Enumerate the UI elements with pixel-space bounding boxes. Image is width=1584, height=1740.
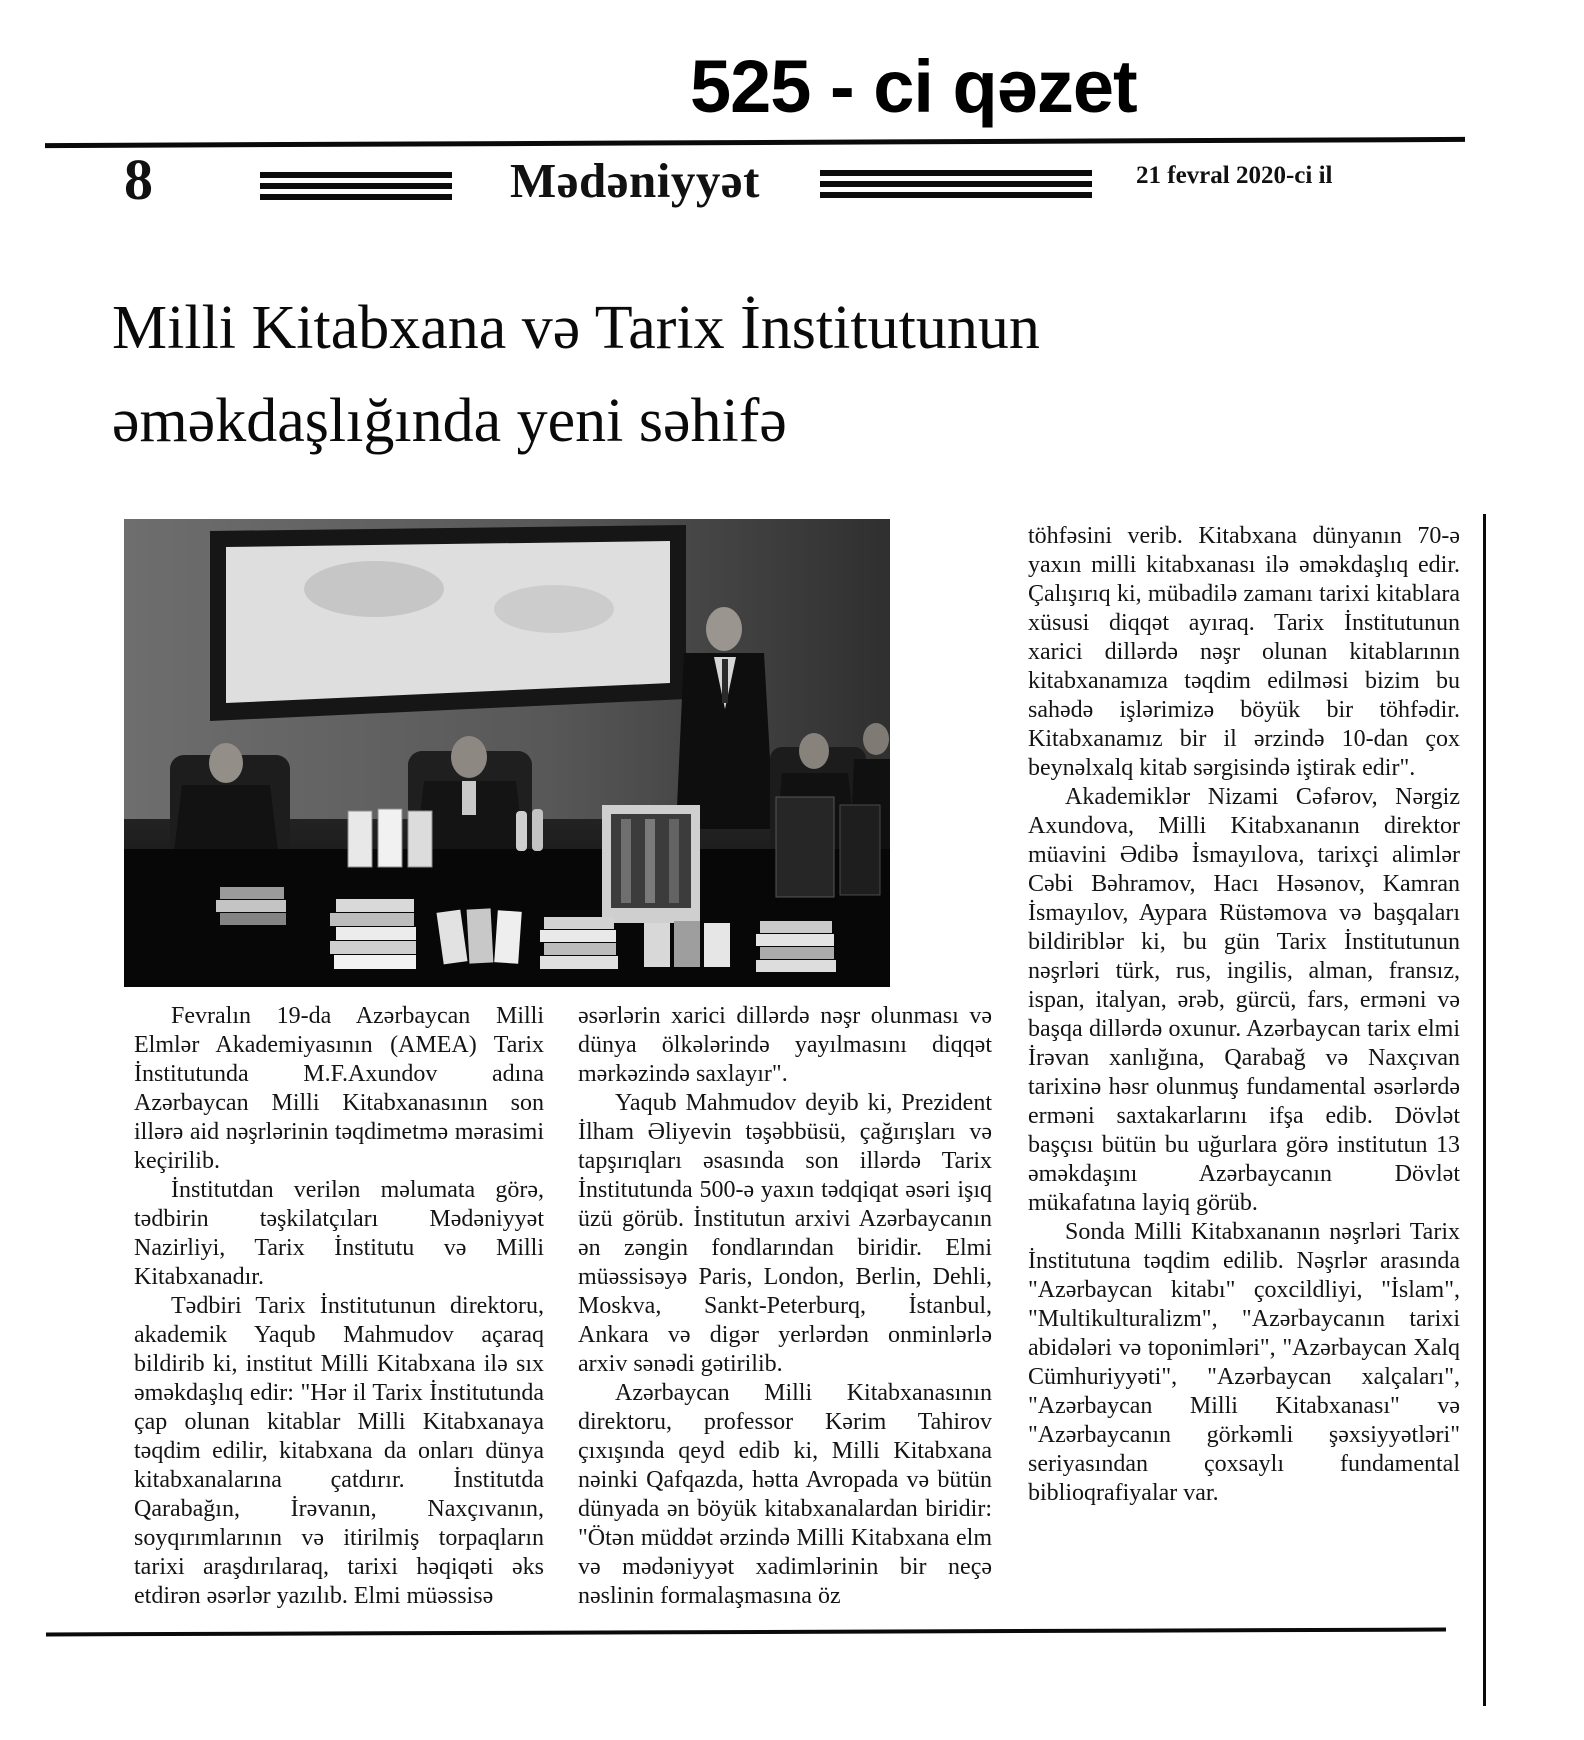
article-paragraph: Tədbiri Tarix İnstitutunun direktoru, akademik Yaqub Mahmudov açaraq bildirib ki, institut Milli Kitabxana ilə sıx əməkdaşlıq edir: "Hər il Tarix İnstitutunda çap olunan kitablar Milli Kitabxanaya təqdim edilir, kitabxana da onları dünya kitabxanalarına çatdırır. İnstitutda Qarabağın, İrəvanın, Naxçıvanın, soyqırımlarının və itirilmiş torpaqların tarixi araşdırılaraq, tarixi həqiqəti əks etdirən əsərlər yazılıb. Elmi müəssisə [134, 1293, 544, 1609]
article-paragraph: töhfəsini verib. Kitabxana dünyanın 70-ə yaxın milli kitabxanası ilə əməkdaşlıq edir. Çalışırıq ki, mübadilə zamanı tarixi kitablara xüsusi diqqət ayıraq. Tarix İnstitutunun xarici dillərdə nəşr olunan kitablarının kitabxanamıza təqdim edilməsi bizim bu sahədə işlərimizə böyük bir töhfədir. Kitabxanamız bir il ərzində 10-dan çox beynəlxalq kitab sərgisində iştirak edir". [1028, 523, 1460, 781]
article-paragraph: Azərbaycan Milli Kitabxanasının direktoru, professor Kərim Tahirov çıxışında qeyd edib ki, Milli Kitabxana nəinki Qafqazda, hətta Avropada və bütün dünyada ən böyük kitabxanalardan biridir: "Ötən müddət ərzində Milli Kitabxana elm və mədəniyyət xadimlərinin bir neçə nəslinin formalaşmasına öz [578, 1380, 992, 1609]
section-rule-right [820, 170, 1092, 199]
article-paragraph: Akademiklər Nizami Cəfərov, Nərgiz Axundova, Milli Kitabxananın direktor müavini Ədibə İsmayılova, tarixçi alimlər Cəbi Bəhramov, Hacı Həsənov, Kamran İsmayılov, Aypara Rüstəmova və başqaları bildiriblər ki, bu gün Tarix İnstitutunun nəşrləri türk, rus, ingilis, alman, fransız, ispan, italyan, ərəb, gürcü, fars, erməni və başqa dillərdə oxunur. Azərbaycan tarix elmi İrəvan xanlığına, Qarabağ və Naxçıvan tarixinə həsr olunmuş fundamental əsərlərdə erməni saxtakarlarını ifşa edib. Dövlət başçısı bütün bu uğurlara görə institutun 13 əməkdaşını Azərbaycanın Dövlət mükafatına layiq görüb. [1028, 784, 1460, 1216]
article-paragraph: əsərlərin xarici dillərdə nəşr olunması və dünya ölkələrində yayılmasını diqqət mərkəzində saxlayır". [578, 1003, 992, 1087]
header-rule [45, 137, 1465, 148]
page-number: 8 [124, 147, 153, 212]
article-photo-illustration [124, 519, 890, 987]
article-column-1 [134, 1002, 544, 1611]
headline-line-1: Milli Kitabxana və Tarix İnstitutunun [112, 294, 1040, 362]
article-paragraph: Fevralın 19-da Azərbaycan Milli Elmlər Akademiyasının (AMEA) Tarix İnstitutunda M.F.Axundov adına Azərbaycan Milli Kitabxanasının son illərə aid nəşrlərinin təqdimetmə mərasimi keçirilib. [134, 1003, 544, 1174]
article-headline [112, 282, 1412, 468]
article-paragraph: Sonda Milli Kitabxananın nəşrləri Tarix İnstitutuna təqdim edilib. Nəşrlər arasında "Azərbaycan kitabı" çoxcildliyi, "İslam", "Multikulturalizm", "Azərbaycanın tarixi abidələri və toponimləri", "Azərbaycan Xalq Cümhuriyyəti", "Azərbaycan xalçaları", "Azərbaycan Milli Kitabxanası" və "Azərbaycanın görkəmli şəxsiyyətləri" seriyasından çoxsaylı fundamental biblioqrafiyalar var. [1028, 1219, 1460, 1506]
article-photo [124, 519, 890, 987]
article-paragraph: İnstitutdan verilən məlumata görə, tədbirin təşkilatçıları Mədəniyyət Nazirliyi, Tarix İnstitutu və Milli Kitabxanadır. [134, 1177, 544, 1290]
article-column-3 [1028, 522, 1460, 1508]
newspaper-masthead: 525 - ci qəzet [690, 45, 1137, 128]
section-rule-left [260, 172, 452, 201]
section-title: Mədəniyyət [510, 153, 760, 208]
headline-line-2: əməkdaşlığında yeni səhifə [112, 387, 787, 455]
footer-rule [46, 1628, 1446, 1637]
issue-date: 21 fevral 2020-ci il [1136, 162, 1333, 189]
article-column-2 [578, 1002, 992, 1611]
column-divider-rule [1483, 514, 1486, 1706]
article-paragraph: Yaqub Mahmudov deyib ki, Prezident İlham Əliyevin təşəbbüsü, çağırışları və tapşırıqları əsasında son illərdə Tarix İnstitutunda 500-ə yaxın tədqiqat əsəri işıq üzü görüb. İnstitutun arxivi Azərbaycanın ən zəngin fondlarından biridir. Elmi müəssisəyə Paris, London, Berlin, Dehli, Moskva, Sankt-Peterburq, İstanbul, Ankara və digər yerlərdən onminlərlə arxiv sənədi gətirilib. [578, 1090, 992, 1377]
